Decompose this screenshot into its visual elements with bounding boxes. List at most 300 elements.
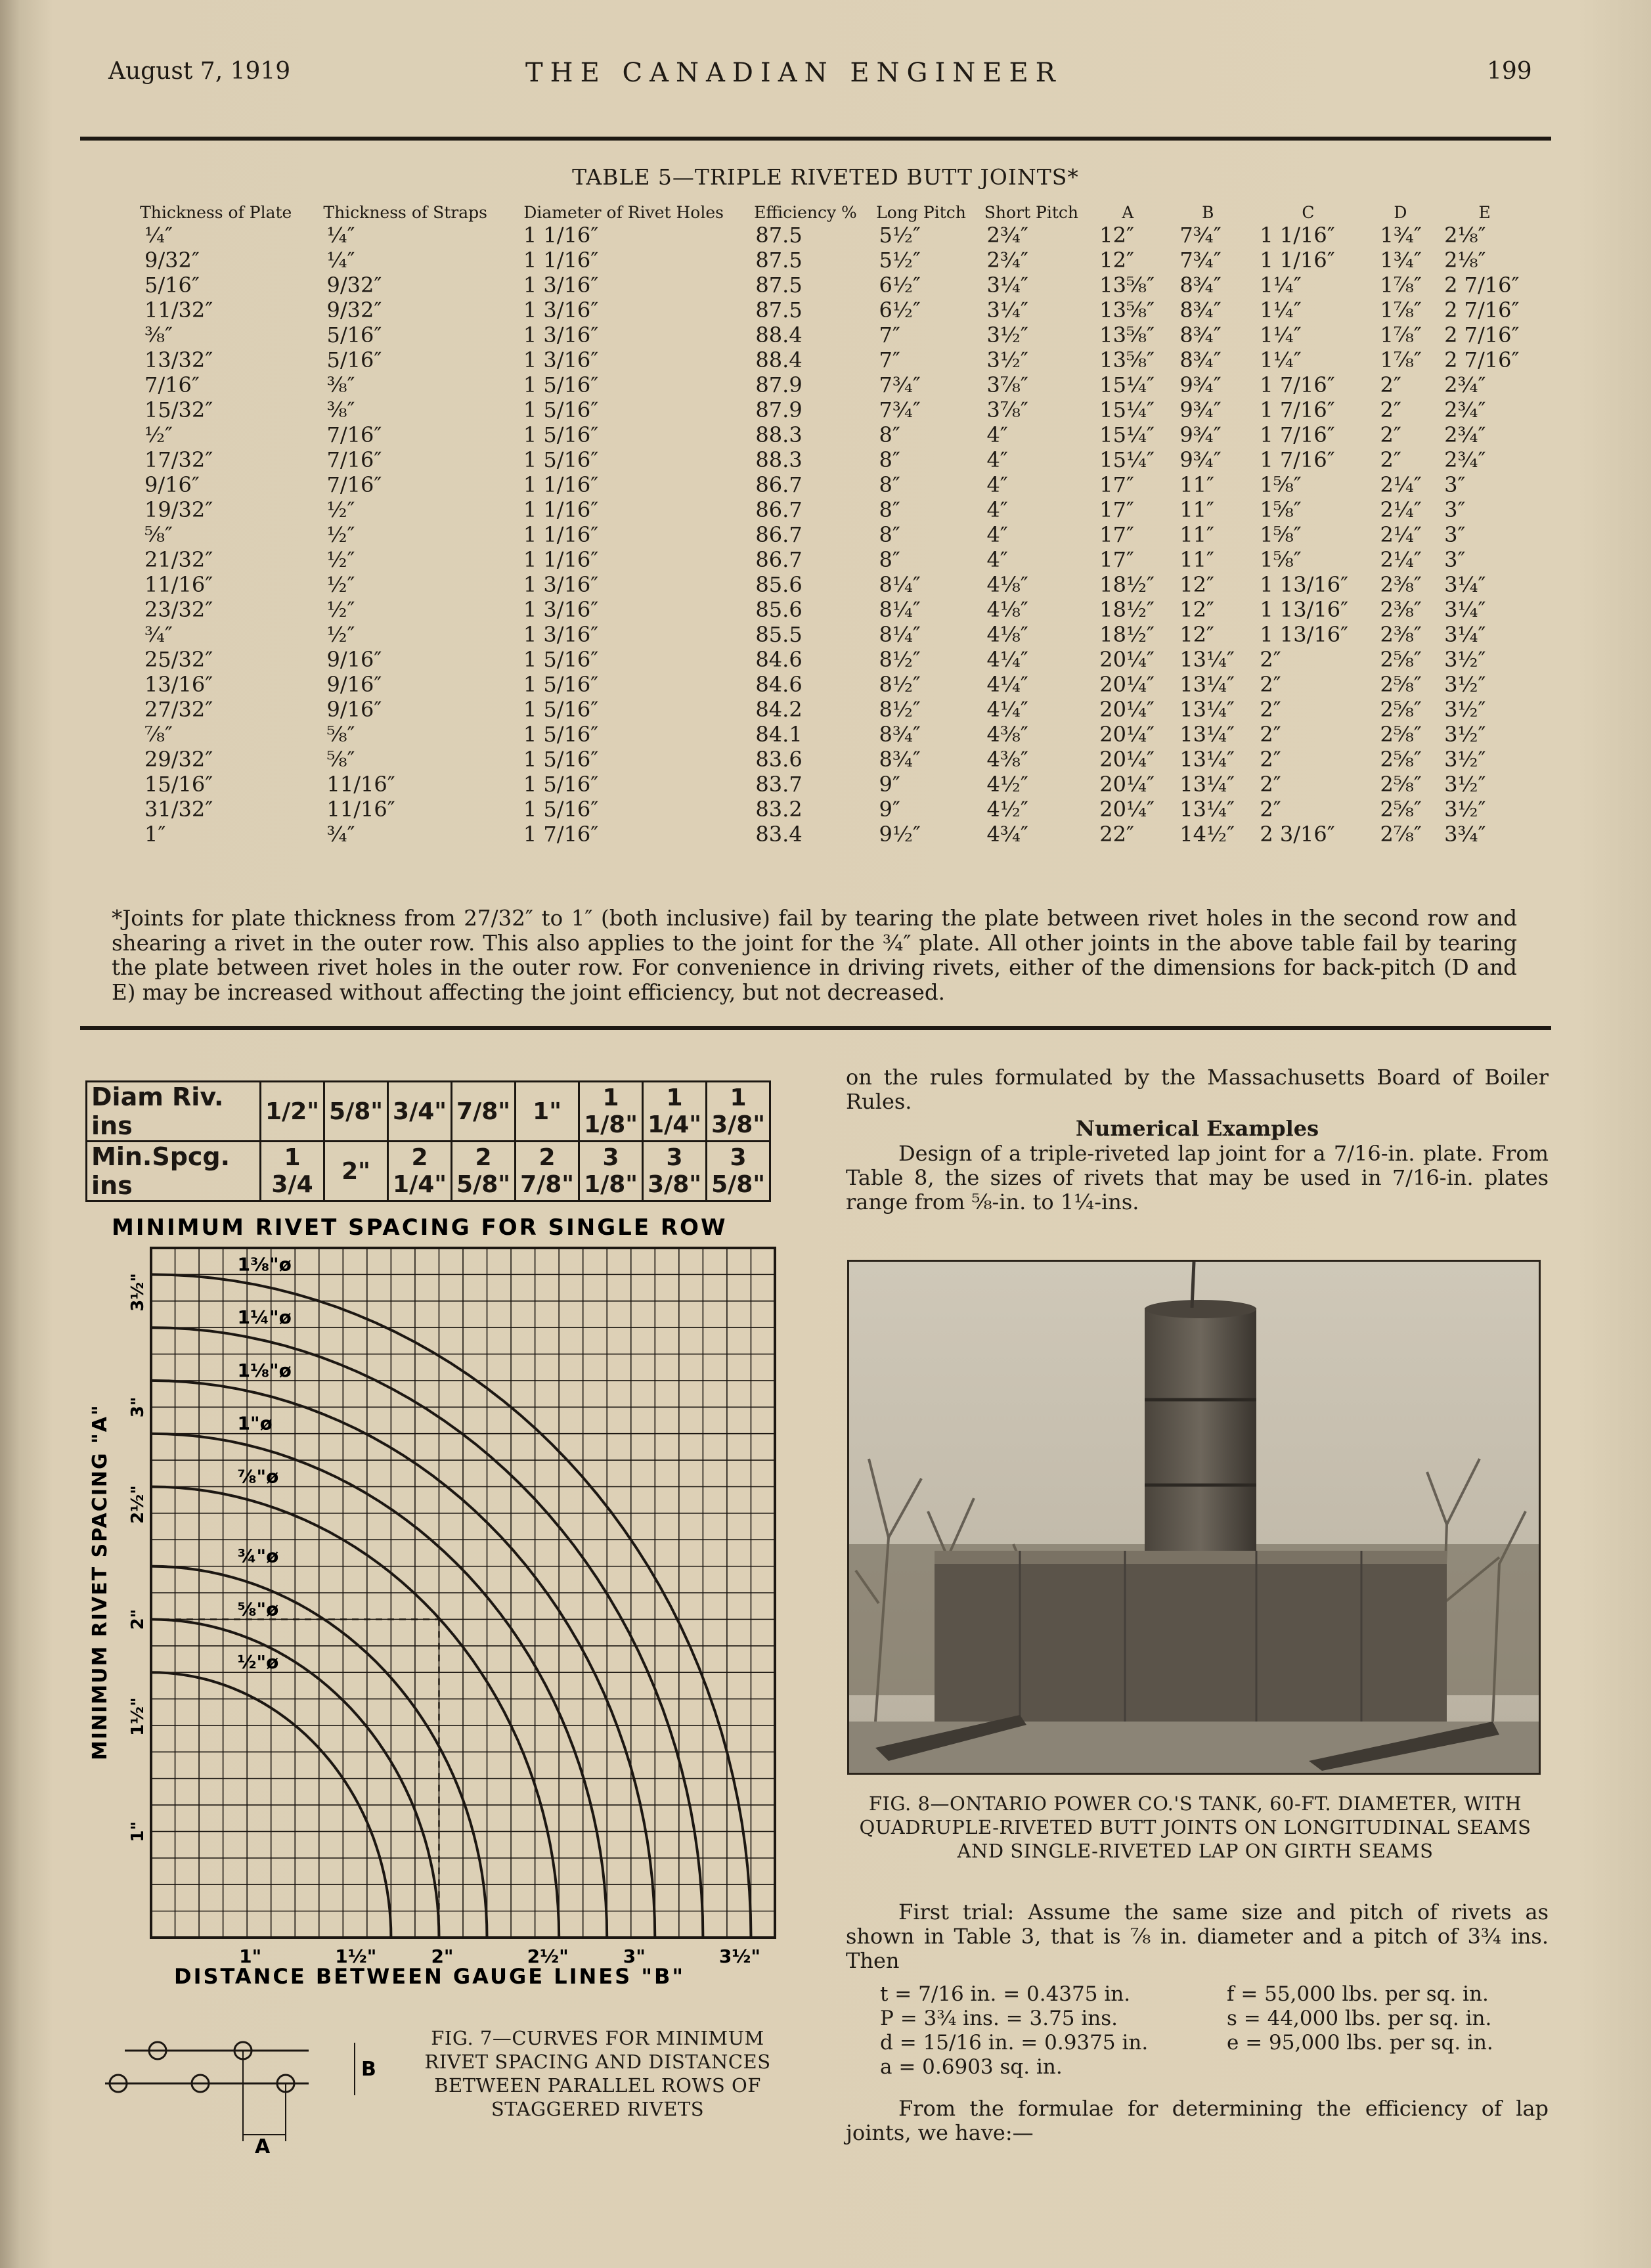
chart-title: MINIMUM RIVET SPACING FOR SINGLE ROW	[112, 1214, 728, 1241]
table-cell: 4⅜″	[986, 747, 1028, 772]
table-row	[125, 397, 1537, 422]
table-cell: 15¼″	[1099, 372, 1155, 397]
table-cell: ½″	[144, 422, 173, 447]
table-cell: 8¼″	[879, 597, 921, 622]
table-cell: 20¼″	[1099, 747, 1155, 772]
table-cell: 2⅛″	[1444, 248, 1486, 273]
table-cell: 9/16″	[144, 472, 200, 497]
fig8-caption: FIG. 8—ONTARIO POWER CO.'S TANK, 60-FT. DIAMETER, WITH QUADRUPLE-RIVETED BUTT JOINTS ON LONGITUDINAL SEAMS AND SINGLE-RIVETED LAP ON GIRTH SEAMS	[859, 1792, 1531, 1862]
table-cell: 18½″	[1099, 572, 1155, 597]
table-cell: 9¾″	[1179, 422, 1222, 447]
table-cell: 9¾″	[1179, 397, 1222, 422]
table-cell: 84.6	[755, 672, 803, 697]
table-cell: 1⅝″	[1260, 547, 1302, 572]
table-cell: 3½″	[1444, 797, 1486, 822]
table-cell: 2¾″	[1444, 447, 1486, 472]
table-cell: 2⅜″	[1380, 597, 1422, 622]
table-cell: 27/32″	[144, 697, 213, 722]
table-row	[125, 597, 1537, 622]
table-cell: 13⅝″	[1099, 322, 1155, 347]
table-cell: 3¾″	[1444, 822, 1486, 847]
curve-label: 1¼"ø	[237, 1306, 292, 1329]
table-cell: 3⅞″	[986, 372, 1028, 397]
table-cell: 85.5	[755, 622, 803, 647]
table-cell: 88.3	[755, 447, 803, 472]
curve-label: 1⅜"ø	[237, 1253, 292, 1276]
table-cell: 1 1/16″	[523, 522, 599, 547]
table-row	[125, 572, 1537, 597]
table-cell: 1⅝″	[1260, 497, 1302, 522]
table-cell: 2¾″	[1444, 397, 1486, 422]
table-cell: 7/16″	[326, 472, 382, 497]
table-cell: 9½″	[879, 822, 921, 847]
table-cell: 3¼″	[986, 273, 1028, 298]
y-tick-label: 2½"	[128, 1485, 148, 1524]
diameter-row-label: Diam Riv. ins	[87, 1082, 261, 1142]
table-cell: 2⅝″	[1380, 697, 1422, 722]
table-cell: 7/16″	[144, 372, 200, 397]
table-cell: 1 1/16″	[523, 248, 599, 273]
table-row	[125, 372, 1537, 397]
table-cell: 4⅛″	[986, 622, 1028, 647]
table-cell: 13/32″	[144, 347, 213, 372]
table-cell: 1 5/16″	[523, 397, 599, 422]
table-cell: 1 5/16″	[523, 422, 599, 447]
table-cell: 1 5/16″	[523, 447, 599, 472]
table-cell: 1⅞″	[1380, 347, 1422, 372]
table-cell: 1 1/16″	[1260, 223, 1335, 248]
table-row	[125, 273, 1537, 298]
table-cell: 2 3/16″	[1260, 822, 1335, 847]
table-header-row	[125, 204, 1537, 223]
table-cell: ¼″	[326, 223, 355, 248]
table-cell: 2″	[1380, 372, 1401, 397]
table-row	[125, 672, 1537, 697]
table-row	[125, 622, 1537, 647]
issue-date: August 7, 1919	[108, 58, 291, 85]
rivet-spacing-table	[85, 1080, 771, 1202]
table-cell: 11″	[1179, 522, 1214, 547]
table-cell: 4″	[986, 547, 1008, 572]
table-cell: 9/32″	[144, 248, 200, 273]
rivet-spacing-chart	[79, 1209, 801, 1997]
table-cell: 83.7	[755, 772, 803, 797]
table-cell: 87.5	[755, 248, 803, 273]
table-cell: 2⅝″	[1380, 747, 1422, 772]
table-cell: 17/32″	[144, 447, 213, 472]
table-cell: ⅞″	[144, 722, 173, 747]
table-cell: 9/32″	[326, 273, 382, 298]
table-cell: 1 5/16″	[523, 647, 599, 672]
table-cell: 2¾″	[986, 248, 1028, 273]
table-cell: ⅝″	[326, 747, 355, 772]
table-cell: 20¼″	[1099, 772, 1155, 797]
table-cell: 8″	[879, 547, 900, 572]
table-cell: 1¾″	[1380, 248, 1422, 273]
spacing-row	[87, 1142, 770, 1201]
table-cell: 84.2	[755, 697, 803, 722]
column-header: Long Pitch	[876, 203, 966, 222]
table-cell: 1 1/16″	[523, 497, 599, 522]
tank-photo-image	[849, 1262, 1539, 1773]
rivet-table	[125, 204, 1537, 847]
table-cell: 2¼″	[1380, 497, 1422, 522]
table-cell: ⅜″	[326, 397, 355, 422]
table-cell: 1 7/16″	[1260, 372, 1335, 397]
table-cell: 1 3/16″	[523, 572, 599, 597]
table-cell: 1⅞″	[1380, 322, 1422, 347]
table-cell: 17″	[1099, 547, 1134, 572]
table-cell: 13¼″	[1179, 647, 1235, 672]
table-cell: 7/16″	[326, 422, 382, 447]
table-cell: 15¼″	[1099, 397, 1155, 422]
table-cell: 3″	[1444, 497, 1466, 522]
table-cell: 3¼″	[1444, 572, 1486, 597]
table-cell: 7¾″	[879, 372, 921, 397]
curve-label: ¾"ø	[237, 1545, 279, 1567]
table-cell: 2⅝″	[1380, 797, 1422, 822]
table-cell: 4½″	[986, 772, 1028, 797]
table-cell: 15¼″	[1099, 447, 1155, 472]
column-header: E	[1478, 203, 1491, 222]
table-cell: 13/16″	[144, 672, 213, 697]
table-cell: 8¾″	[1179, 322, 1222, 347]
table-row	[125, 223, 1537, 248]
table-cell: 7″	[879, 322, 900, 347]
table-cell: 3″	[1444, 547, 1466, 572]
table-cell: 1 3/16″	[523, 273, 599, 298]
diameter-cell: 1 1/4"	[643, 1082, 707, 1142]
table-cell: 2″	[1260, 672, 1281, 697]
column-header: A	[1122, 203, 1134, 222]
chart-grid	[151, 1248, 775, 1938]
closing-paragraph: From the formulae for determining the efficiency of lap joints, we have:—	[846, 2096, 1549, 2145]
table-cell: 11/32″	[144, 298, 213, 322]
staggered-rivets-sketch	[99, 2023, 401, 2161]
table-cell: 2″	[1260, 647, 1281, 672]
table-cell: 9/16″	[326, 647, 382, 672]
diameter-cell: 1 3/8"	[707, 1082, 770, 1142]
table-cell: 8″	[879, 497, 900, 522]
table-cell: 6½″	[879, 273, 921, 298]
table-cell: 3½″	[1444, 747, 1486, 772]
table-cell: 9″	[879, 797, 900, 822]
table-cell: 3½″	[1444, 697, 1486, 722]
table-cell: 4⅛″	[986, 572, 1028, 597]
table-cell: 13¼″	[1179, 797, 1235, 822]
table-cell: 12″	[1179, 622, 1214, 647]
table-cell: 2¼″	[1380, 472, 1422, 497]
table-cell: 3″	[1444, 522, 1466, 547]
table-cell: 4¼″	[986, 647, 1028, 672]
table-cell: 12″	[1099, 248, 1134, 273]
chart-curves	[151, 1253, 751, 1938]
spacing-cell: 2"	[324, 1142, 388, 1201]
diameter-cell: 1/2"	[261, 1082, 324, 1142]
table-cell: 4¼″	[986, 672, 1028, 697]
column-header: Thickness of Straps	[323, 203, 487, 222]
curve-label: 1⅛"ø	[237, 1359, 292, 1381]
table-cell: 2″	[1380, 422, 1401, 447]
table-cell: ⅜″	[326, 372, 355, 397]
table-cell: 83.6	[755, 747, 803, 772]
x-tick-label: 2"	[431, 1946, 454, 1967]
diameter-cell: 7/8"	[452, 1082, 516, 1142]
table-cell: 2″	[1380, 397, 1401, 422]
table-cell: 1⅞″	[1380, 273, 1422, 298]
table-row	[125, 497, 1537, 522]
table-cell: 4″	[986, 422, 1008, 447]
x-tick-label: 2½"	[527, 1946, 569, 1967]
table-cell: 20¼″	[1099, 697, 1155, 722]
table-cell: 5/16″	[144, 273, 200, 298]
table-cell: ⅜″	[144, 322, 173, 347]
x-tick-label: 1½"	[335, 1946, 377, 1967]
table-cell: 83.4	[755, 822, 803, 847]
table-cell: 1 7/16″	[1260, 422, 1335, 447]
diameter-cell: 1 1/8"	[579, 1082, 643, 1142]
intro-text: on the rules formulated by the Massachusetts Board of Boiler Rules.	[846, 1065, 1549, 1114]
table-cell: 9¾″	[1179, 372, 1222, 397]
column-header: Short Pitch	[984, 203, 1078, 222]
table-cell: ½″	[326, 547, 355, 572]
table-cell: 8¾″	[879, 747, 921, 772]
table-cell: 3½″	[1444, 647, 1486, 672]
table-cell: 11/16″	[144, 572, 213, 597]
table-cell: 17″	[1099, 497, 1134, 522]
table-cell: 12″	[1179, 572, 1214, 597]
table-cell: 2⅝″	[1380, 647, 1422, 672]
table-cell: 1 7/16″	[1260, 397, 1335, 422]
table-cell: 8¼″	[879, 572, 921, 597]
table-cell: 87.9	[755, 372, 803, 397]
diameter-row	[87, 1082, 770, 1142]
formula-f: f = 55,000 lbs. per sq. in.	[1227, 1982, 1489, 2006]
table-row	[125, 822, 1537, 847]
top-rule	[80, 137, 1551, 141]
table-cell: 1 1/16″	[523, 223, 599, 248]
table-cell: 25/32″	[144, 647, 213, 672]
table-cell: ½″	[326, 622, 355, 647]
table-cell: 1 5/16″	[523, 722, 599, 747]
table-cell: 8¾″	[879, 722, 921, 747]
table-row	[125, 747, 1537, 772]
formula-d: d = 15/16 in. = 0.9375 in.	[880, 2031, 1149, 2055]
table-cell: 4¼″	[986, 697, 1028, 722]
column-header: C	[1302, 203, 1315, 222]
y-tick-label: 1½"	[128, 1697, 148, 1736]
table-cell: 2¾″	[1444, 422, 1486, 447]
x-tick-label: 1"	[239, 1946, 262, 1967]
table-cell: 3″	[1444, 472, 1466, 497]
table-cell: 4″	[986, 497, 1008, 522]
x-tick-label: 3"	[623, 1946, 646, 1967]
spacing-row-label: Min.Spcg. ins	[87, 1142, 261, 1201]
table-cell: 18½″	[1099, 622, 1155, 647]
spacing-cell: 3 3/8"	[643, 1142, 707, 1201]
table-cell: ½″	[326, 597, 355, 622]
y-tick-label: 3"	[128, 1396, 148, 1418]
table-cell: 2⅝″	[1380, 772, 1422, 797]
table-cell: 8″	[879, 447, 900, 472]
table-cell: ⅝″	[326, 722, 355, 747]
table-cell: ½″	[326, 522, 355, 547]
table-cell: 86.7	[755, 547, 803, 572]
design-paragraph: Design of a triple-riveted lap joint for a 7/16-in. plate. From Table 8, the sizes of rivets that may be used in 7/16-in. plates range from ⅝-in. to 1¼-ins.	[846, 1141, 1549, 1214]
table-cell: 1¾″	[1380, 223, 1422, 248]
table-row	[125, 797, 1537, 822]
formula-s: s = 44,000 lbs. per sq. in.	[1227, 2007, 1492, 2030]
table-cell: 1¼″	[1260, 322, 1302, 347]
table-cell: 88.4	[755, 347, 803, 372]
table-cell: 13¼″	[1179, 747, 1235, 772]
table-cell: 2⅝″	[1380, 672, 1422, 697]
fig7-caption: FIG. 7—CURVES FOR MINIMUM RIVET SPACING AND DISTANCES BETWEEN PARALLEL ROWS OF STAGGERED RIVETS	[424, 2027, 771, 2120]
table-cell: 11/16″	[326, 797, 395, 822]
table-cell: 1 5/16″	[523, 697, 599, 722]
formula-e: e = 95,000 lbs. per sq. in.	[1227, 2031, 1493, 2055]
table-cell: 7/16″	[326, 447, 382, 472]
table-cell: 85.6	[755, 572, 803, 597]
table-cell: 2″	[1260, 747, 1281, 772]
spacing-cell: 3 5/8"	[707, 1142, 770, 1201]
table-row	[125, 772, 1537, 797]
table-cell: 8½″	[879, 672, 921, 697]
table-cell: ¼″	[144, 223, 173, 248]
column-header: B	[1202, 203, 1214, 222]
table-row	[125, 248, 1537, 273]
spacing-cell: 3 1/8"	[579, 1142, 643, 1201]
table-cell: 87.9	[755, 397, 803, 422]
table-cell: 13⅝″	[1099, 298, 1155, 322]
table-cell: 2″	[1260, 697, 1281, 722]
table-cell: 2¼″	[1380, 522, 1422, 547]
table-cell: 4⅛″	[986, 597, 1028, 622]
table-cell: 1⅝″	[1260, 522, 1302, 547]
table-cell: 11″	[1179, 497, 1214, 522]
table-cell: 3¼″	[986, 298, 1028, 322]
table-cell: 15/16″	[144, 772, 213, 797]
table-cell: 3½″	[1444, 722, 1486, 747]
table-cell: 88.3	[755, 422, 803, 447]
table-cell: 9/16″	[326, 672, 382, 697]
table-cell: 2 7/16″	[1444, 273, 1520, 298]
diameter-cell: 3/4"	[388, 1082, 452, 1142]
y-axis-label: MINIMUM RIVET SPACING "A"	[89, 1404, 112, 1760]
table-cell: 12″	[1179, 597, 1214, 622]
y-tick-label: 1"	[128, 1821, 148, 1842]
table-cell: 13¼″	[1179, 697, 1235, 722]
section-heading: Numerical Examples	[1075, 1116, 1319, 1141]
formula-p: P = 3¾ ins. = 3.75 ins.	[880, 2007, 1118, 2030]
table-cell: 15/32″	[144, 397, 213, 422]
table-row	[125, 298, 1537, 322]
table-cell: 9/32″	[326, 298, 382, 322]
diameter-cell: 1"	[516, 1082, 579, 1142]
table-cell: 4¾″	[986, 822, 1028, 847]
page-number: 199	[1487, 58, 1532, 85]
table-cell: 86.7	[755, 472, 803, 497]
table-cell: 84.1	[755, 722, 803, 747]
spacing-cell: 2 5/8"	[452, 1142, 516, 1201]
table-cell: 15¼″	[1099, 422, 1155, 447]
table-cell: 1 7/16″	[523, 822, 599, 847]
column-header: Thickness of Plate	[140, 203, 292, 222]
table-row	[125, 447, 1537, 472]
table-cell: 9¾″	[1179, 447, 1222, 472]
spacing-cell: 2 1/4"	[388, 1142, 452, 1201]
table-cell: 14½″	[1179, 822, 1235, 847]
dimension-b-label: B	[361, 2058, 376, 2081]
table-cell: 3½″	[986, 322, 1028, 347]
table-cell: 8¼″	[879, 622, 921, 647]
table-cell: 13⅝″	[1099, 273, 1155, 298]
table-cell: 2 7/16″	[1444, 347, 1520, 372]
table-cell: 1 13/16″	[1260, 622, 1349, 647]
table-cell: 2¼″	[1380, 547, 1422, 572]
table-cell: 4½″	[986, 797, 1028, 822]
spacing-cell: 2 7/8"	[516, 1142, 579, 1201]
curve-label: ⅞"ø	[237, 1465, 279, 1488]
table-cell: 2⅜″	[1380, 622, 1422, 647]
table-cell: 87.5	[755, 223, 803, 248]
table-cell: 3¼″	[1444, 597, 1486, 622]
table-cell: 2⅛″	[1444, 223, 1486, 248]
diameter-cell: 5/8"	[324, 1082, 388, 1142]
table-cell: 1 13/16″	[1260, 597, 1349, 622]
table-cell: ¾″	[326, 822, 355, 847]
table-cell: 9″	[879, 772, 900, 797]
first-trial-paragraph: First trial: Assume the same size and pitch of rivets as shown in Table 3, that is ⅞ in. diameter and a pitch of 3¾ ins. Then	[846, 1900, 1549, 1973]
table-cell: 2 7/16″	[1444, 322, 1520, 347]
table-cell: 1¼″	[1260, 273, 1302, 298]
dimension-a-label: A	[255, 2135, 271, 2158]
table-cell: ½″	[326, 572, 355, 597]
table-cell: 21/32″	[144, 547, 213, 572]
table-cell: 2¾″	[1444, 372, 1486, 397]
table-cell: 3¼″	[1444, 622, 1486, 647]
table-cell: 87.5	[755, 273, 803, 298]
table-cell: 8½″	[879, 697, 921, 722]
table-cell: 6½″	[879, 298, 921, 322]
table-cell: ⅝″	[144, 522, 173, 547]
table-cell: 4″	[986, 447, 1008, 472]
y-tick-label: 2"	[128, 1609, 148, 1630]
table-body	[125, 223, 1537, 847]
table-cell: 13¼″	[1179, 722, 1235, 747]
table-cell: 8″	[879, 522, 900, 547]
table-row	[125, 647, 1537, 672]
table-cell: 8¾″	[1179, 298, 1222, 322]
table-cell: 29/32″	[144, 747, 213, 772]
x-tick-label: 3½"	[718, 1946, 760, 1967]
column-header: Diameter of Rivet Holes	[523, 203, 724, 222]
curve-label: ⅝"ø	[237, 1598, 279, 1620]
table-cell: 4″	[986, 472, 1008, 497]
table-title: TABLE 5—TRIPLE RIVETED BUTT JOINTS*	[572, 164, 1079, 190]
table-cell: 1 1/16″	[523, 472, 599, 497]
table-cell: 5½″	[879, 248, 921, 273]
table-cell: 8¾″	[1179, 273, 1222, 298]
table-cell: 1 3/16″	[523, 597, 599, 622]
table-cell: 1″	[144, 822, 166, 847]
table-cell: 3½″	[1444, 672, 1486, 697]
table-cell: 11″	[1179, 547, 1214, 572]
table-cell: 2″	[1260, 772, 1281, 797]
table-cell: ¼″	[326, 248, 355, 273]
table-cell: 2¾″	[986, 223, 1028, 248]
table-cell: 7″	[879, 347, 900, 372]
